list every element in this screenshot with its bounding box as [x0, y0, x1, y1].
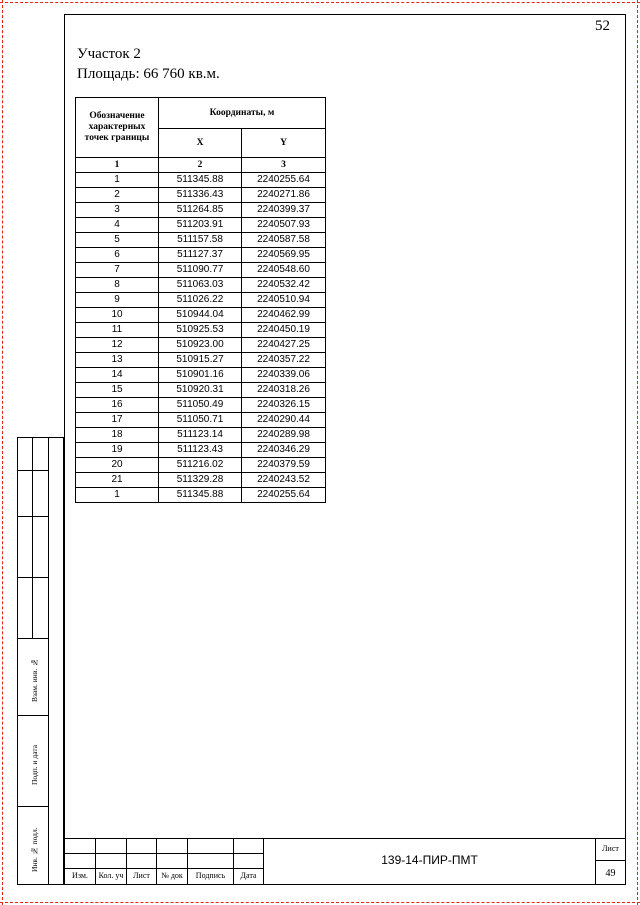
y-cell: 2240243.52: [242, 473, 326, 488]
label-sheet: Лист: [133, 871, 150, 880]
x-cell: 510925.53: [159, 323, 242, 338]
point-cell: 5: [76, 233, 159, 248]
strip-cell: [32, 470, 49, 517]
strip-cell: [32, 516, 49, 578]
side-strip: [17, 437, 64, 885]
label-date: Дата: [240, 871, 257, 880]
column-number: 1: [76, 158, 159, 173]
header-x: X: [159, 129, 242, 158]
header-designation: Обозначение характерных точек границы: [76, 98, 159, 158]
table-row: [76, 323, 326, 338]
y-cell: 2240462.99: [242, 308, 326, 323]
y-cell: 2240339.06: [242, 368, 326, 383]
point-cell: 14: [76, 368, 159, 383]
label-replaced-inventory: Взам. инв. №: [30, 657, 39, 703]
y-cell: 2240357.22: [242, 353, 326, 368]
point-cell: 15: [76, 383, 159, 398]
sheet-number: 49: [605, 868, 616, 879]
table-row: [76, 368, 326, 383]
x-cell: 511216.02: [159, 458, 242, 473]
table-row: [76, 188, 326, 203]
point-cell: 16: [76, 398, 159, 413]
x-cell: 511063.03: [159, 278, 242, 293]
table-row: [76, 173, 326, 188]
x-cell: 510944.04: [159, 308, 242, 323]
page-number: 52: [595, 18, 610, 34]
x-cell: 511127.37: [159, 248, 242, 263]
y-cell: 2240450.19: [242, 323, 326, 338]
plot-area: Площадь: 66 760 кв.м.: [77, 66, 220, 82]
x-cell: 511090.77: [159, 263, 242, 278]
x-cell: 511026.22: [159, 293, 242, 308]
table-row: [76, 353, 326, 368]
y-cell: 2240346.29: [242, 443, 326, 458]
point-cell: 10: [76, 308, 159, 323]
y-cell: 2240290.44: [242, 413, 326, 428]
stamp-cell: [233, 853, 264, 869]
stamp-cell: [187, 838, 234, 854]
point-cell: 7: [76, 263, 159, 278]
point-cell: 1: [76, 173, 159, 188]
table-row: [76, 203, 326, 218]
strip-cell: [17, 516, 33, 578]
table-row: [76, 293, 326, 308]
point-cell: 8: [76, 278, 159, 293]
header-y: Y: [242, 129, 326, 158]
point-cell: 1: [76, 488, 159, 503]
y-cell: 2240255.64: [242, 173, 326, 188]
x-cell: 511264.85: [159, 203, 242, 218]
stamp-cell: [156, 838, 188, 854]
x-cell: 511123.14: [159, 428, 242, 443]
point-cell: 2: [76, 188, 159, 203]
strip-cell: [32, 437, 49, 471]
cut-line-top: [0, 2, 640, 3]
table-row: [76, 413, 326, 428]
column-number: 2: [159, 158, 242, 173]
stamp-cell: [95, 853, 127, 869]
strip-cell: [17, 470, 33, 517]
y-cell: 2240271.86: [242, 188, 326, 203]
strip-cell: [17, 437, 33, 471]
table-row: [76, 383, 326, 398]
point-cell: 11: [76, 323, 159, 338]
table-row: [76, 398, 326, 413]
table-row: [76, 338, 326, 353]
point-cell: 21: [76, 473, 159, 488]
y-cell: 2240427.25: [242, 338, 326, 353]
stamp-cell: [126, 853, 157, 869]
table-row: [76, 218, 326, 233]
point-cell: 4: [76, 218, 159, 233]
table-row: [76, 248, 326, 263]
table-row: [76, 308, 326, 323]
point-cell: 12: [76, 338, 159, 353]
y-cell: 2240379.59: [242, 458, 326, 473]
stamp-cell: [95, 838, 127, 854]
table-row: [76, 428, 326, 443]
x-cell: 510901.16: [159, 368, 242, 383]
point-cell: 18: [76, 428, 159, 443]
header-coordinates: Координаты, м: [159, 98, 326, 129]
y-cell: 2240507.93: [242, 218, 326, 233]
strip-cell: [32, 577, 49, 639]
stamp-cell: [126, 838, 157, 854]
cut-line-bottom: [0, 902, 640, 903]
y-cell: 2240255.64: [242, 488, 326, 503]
x-cell: 511336.43: [159, 188, 242, 203]
table-row: [76, 278, 326, 293]
stamp-cell: [156, 853, 188, 869]
point-cell: 19: [76, 443, 159, 458]
stamp-cell: [187, 853, 234, 869]
label-count: Кол. уч: [98, 871, 124, 880]
section-heading: [77, 44, 220, 84]
point-cell: 9: [76, 293, 159, 308]
strip-cell: [48, 437, 64, 885]
y-cell: 2240532.42: [242, 278, 326, 293]
column-number-row: [76, 158, 326, 173]
y-cell: 2240399.37: [242, 203, 326, 218]
table-row: [76, 473, 326, 488]
cut-line-left: [2, 0, 3, 905]
x-cell: 510915.27: [159, 353, 242, 368]
x-cell: 511203.91: [159, 218, 242, 233]
x-cell: 510923.00: [159, 338, 242, 353]
plot-title: Участок 2: [77, 46, 141, 62]
point-cell: 20: [76, 458, 159, 473]
y-cell: 2240326.15: [242, 398, 326, 413]
table-row: [76, 488, 326, 503]
x-cell: 510920.31: [159, 383, 242, 398]
x-cell: 511329.28: [159, 473, 242, 488]
y-cell: 2240548.60: [242, 263, 326, 278]
point-cell: 13: [76, 353, 159, 368]
table-row: [76, 233, 326, 248]
label-original-inventory: Инв. № подл.: [30, 827, 39, 873]
column-number: 3: [242, 158, 326, 173]
label-signature: Подпись: [195, 871, 226, 880]
table-row: [76, 458, 326, 473]
table-row: [76, 263, 326, 278]
stamp-cell: [233, 838, 264, 854]
cut-line-right: [637, 0, 638, 905]
label-doc-number: № док: [161, 871, 183, 880]
x-cell: 511123.43: [159, 443, 242, 458]
strip-cell: [17, 577, 33, 639]
y-cell: 2240569.95: [242, 248, 326, 263]
x-cell: 511345.88: [159, 488, 242, 503]
y-cell: 2240289.98: [242, 428, 326, 443]
x-cell: 511157.58: [159, 233, 242, 248]
document-code: 139-14-ПИР-ПМТ: [381, 853, 478, 867]
x-cell: 511050.71: [159, 413, 242, 428]
point-cell: 17: [76, 413, 159, 428]
label-sheet-header: Лист: [602, 844, 619, 853]
label-change: Изм.: [72, 871, 88, 880]
x-cell: 511345.88: [159, 173, 242, 188]
stamp-cell: [64, 853, 96, 869]
x-cell: 511050.49: [159, 398, 242, 413]
title-block: [64, 838, 626, 885]
table-row: [76, 443, 326, 458]
coordinates-table: [75, 97, 326, 503]
point-cell: 3: [76, 203, 159, 218]
label-signature-date: Подп. и дата: [30, 744, 39, 786]
stamp-cell: [64, 838, 96, 854]
y-cell: 2240510.94: [242, 293, 326, 308]
y-cell: 2240318.26: [242, 383, 326, 398]
point-cell: 6: [76, 248, 159, 263]
y-cell: 2240587.58: [242, 233, 326, 248]
